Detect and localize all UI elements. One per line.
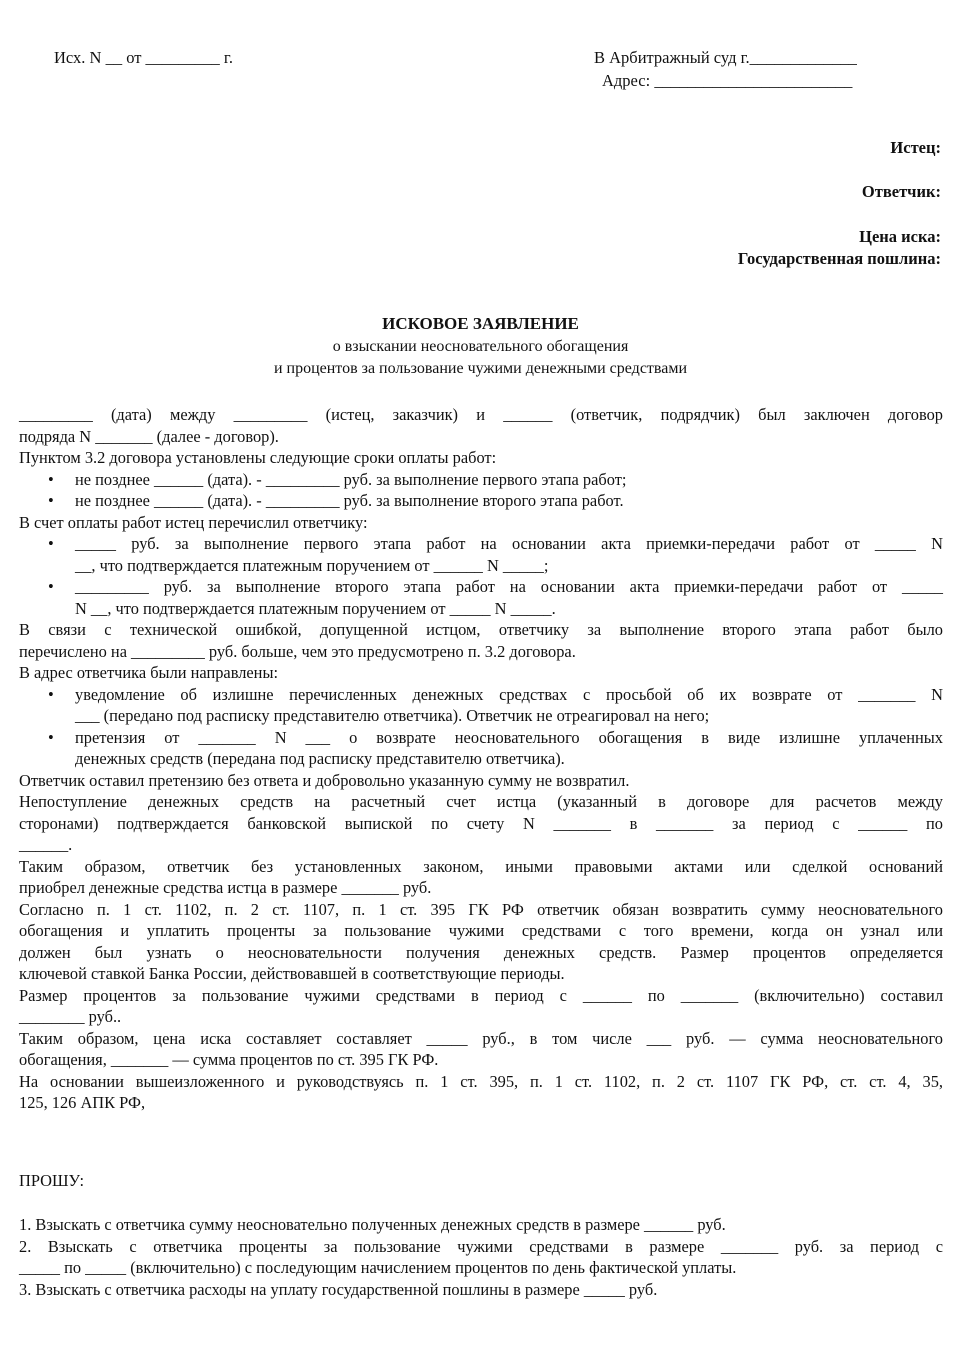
bullet-icon: • — [48, 727, 54, 747]
defendant-label: Ответчик: — [861, 182, 941, 201]
list-item: • уведомление об излишне перечисленных денежных средствах с просьбой об их возврате от _______ N ___ (передано под расписку представителю ответчика). Ответчик не отреагировал на него; — [48, 684, 943, 725]
plaintiff-label: Истец: — [890, 138, 941, 157]
paragraph-payment-terms: Пунктом 3.2 договора установлены следующие сроки оплаты работ: — [19, 448, 497, 467]
document-subtitle-1: о взыскании неосновательного обогащения — [332, 338, 629, 355]
paragraph-transfers: В счет оплаты работ истец перечислил ответчику: — [19, 512, 368, 532]
request-item-3: 3. Взыскать с ответчика расходы на уплату государственной пошлины в размере _____ руб. — [19, 1279, 658, 1299]
paragraph-contract: _________ (дата) между _________ (истец, заказчик) и ______ (ответчик, подрядчик) был заключен договор — [19, 405, 943, 424]
claim-body: _________ (дата) между _________ (истец, заказчик) и ______ (ответчик, подрядчик) был заключен договор подряда N _______ (далее - договор). Пунктом 3.2 договора установлены следующие сроки оплаты работ: • не позднее ______ (дата). - _________ руб. за выполнение первого этапа работ; • не позднее ______ (дата). - _________ руб. за выполнение второго этапа работ. В счет оплаты работ истец перечислил ответчику: • _____ руб. за выполнение первого этапа работ на основании акта приемки-передачи работ от _____ N __, что подтверждается платежным поручением от ______ N _____; • _________ руб. за выполнение второго этапа работ на основании акта приемки-передачи работ от _____ N __, что подтверждается платежным поручением от _____ N _____. В связи с технической ошибкой, допущенной истцом, ответчику за выполнение второго этапа работ было перечислено на _________ руб. больше, чем это предусмотрено п. 3.2 договора. В адрес ответчика были направлены: • уведомление об излишне перечисленных денежных средствах с просьбой об их возврате от _______ N ___ (передано под расписку представителю ответчика). Ответчик не отреагировал на него; • претензия от _______ N ___ о возврате неосновательного обогащения в виде излишне уплаченных денежных средств (передана под расписку представителю ответчика). Ответчик оставил претензию без ответа и добровольно указанную сумму не возвратил. Непоступление денежных средств на расчетный счет истца (указанный в договоре для расчетов между сторонами) подтверждается банковской выпиской по счету N _______ в _______ за период с ______ по ______. Таким образом, ответчик без установленных законом, иными правовыми актами или сделкой оснований приобрел денежные средства истца в размере _______ руб. Согласно п. 1 ст. 1102, п. 2 ст. 1107, п. 1 ст. 395 ГК РФ ответчик обязан возвратить сумму неосновательного обогащения и уплатить проценты за пользование чужими средствами с того времени, когда он узнал или должен был узнать о неосновательности получения денежных средств. Размер процентов определяется ключевой ставкой Банка России, действовавшей в соответствующие периоды. Размер процентов за пользование чужими средствами в период с ______ по _______ (включительно) составил ________ руб.. Таким образом, цена иска составляет составляет _____ руб., в том числе ___ руб. — сумма неосновательного обогащения, _______ — сумма процентов по ст. 395 ГК РФ. На основании вышеизложенного и руководствуясь п. 1 ст. 395, п. 1 ст. 1102, п. 2 ст. 1107 ГК РФ, ст. ст. 4, 35, 125, 126 АПК РФ, — [19, 405, 943, 1112]
list-item: • не позднее ______ (дата). - _________ руб. за выполнение второго этапа работ. — [48, 491, 624, 510]
court-name: В Арбитражный суд г._____________ — [594, 48, 857, 67]
paragraph-bank-statement: Непоступление денежных средств на расчетный счет истца (указанный в договоре для расчетов между — [19, 792, 943, 811]
paragraph-grounds: На основании вышеизложенного и руководствуясь п. 1 ст. 395, п. 1 ст. 1102, п. 2 ст. 1107 ГК РФ, ст. ст. 4, 35, — [19, 1071, 943, 1091]
claim-price-label: Цена иска: — [859, 227, 941, 246]
document-subtitle-2: и процентов за пользование чужими денежными средствами — [273, 360, 688, 377]
list-item: • _________ руб. за выполнение второго этапа работ на основании акта приемки-передачи работ от _____ N __, что подтверждается платежным поручением от _____ N _____. — [48, 577, 943, 618]
bullet-icon: • — [48, 684, 54, 704]
bullet-icon: • — [48, 469, 54, 489]
paragraph-enrichment: Таким образом, ответчик без установленных законом, иными правовыми актами или сделкой оснований — [19, 856, 943, 876]
paragraph-contract-cont: подряда N _______ (далее - договор). — [19, 426, 279, 446]
list-item: • _____ руб. за выполнение первого этапа работ на основании акта приемки-передачи работ от _____ N __, что подтверждается платежным поручением от ______ N _____; — [48, 534, 943, 575]
request-item-2: 2. Взыскать с ответчика проценты за пользование чужими средствами в размере _______ руб. за период с — [19, 1236, 943, 1256]
bullet-icon: • — [48, 491, 54, 510]
paragraph-sent: В адрес ответчика были направлены: — [19, 663, 279, 682]
paragraph-legal-basis: Согласно п. 1 ст. 1102, п. 2 ст. 1107, п. 1 ст. 395 ГК РФ ответчик обязан возвратить сумму неосновательного — [19, 899, 943, 919]
court-address: Адрес: ________________________ — [602, 71, 853, 90]
paragraph-error: В связи с технической ошибкой, допущенной истцом, ответчику за выполнение второго этапа работ было — [19, 620, 943, 639]
paragraph-claim-price: Таким образом, цена иска составляет составляет _____ руб., в том числе ___ руб. — сумма неосновательного — [19, 1028, 943, 1048]
list-item: • претензия от _______ N ___ о возврате неосновательного обогащения в виде излишне уплаченных денежных средств (передана под расписку представителю ответчика). — [48, 727, 943, 768]
paragraph-no-answer: Ответчик оставил претензию без ответа и добровольно указанную сумму не возвратил. — [19, 770, 630, 790]
request-heading: ПРОШУ: — [19, 1171, 85, 1190]
request-item-1: 1. Взыскать с ответчика сумму неосновательно полученных денежных средств в размере ______ руб. — [19, 1215, 726, 1234]
outgoing-ref: Исх. N __ от _________ г. — [54, 48, 233, 67]
request-list: 1. Взыскать с ответчика сумму неосновательно полученных денежных средств в размере ______ руб. 2. Взыскать с ответчика проценты за пользование чужими средствами в размере _______ руб. за период с _____ по _____ (включительно) с последующим начислением процентов по день фактической уплаты. 3. Взыскать с ответчика расходы на уплату государственной пошлины в размере _____ руб. — [19, 1215, 943, 1299]
document-title: ИСКОВОЕ ЗАЯВЛЕНИЕ — [382, 314, 579, 333]
paragraph-interest: Размер процентов за пользование чужими средствами в период с ______ по _______ (включительно) составил — [19, 985, 943, 1005]
bullet-icon: • — [48, 534, 54, 553]
list-item: • не позднее ______ (дата). - _________ руб. за выполнение первого этапа работ; — [48, 469, 627, 489]
state-duty-label: Государственная пошлина: — [737, 249, 941, 268]
paragraph-error-cont: перечислено на _________ руб. больше, чем это предусмотрено п. 3.2 договора. — [19, 641, 576, 661]
bullet-icon: • — [48, 577, 54, 596]
